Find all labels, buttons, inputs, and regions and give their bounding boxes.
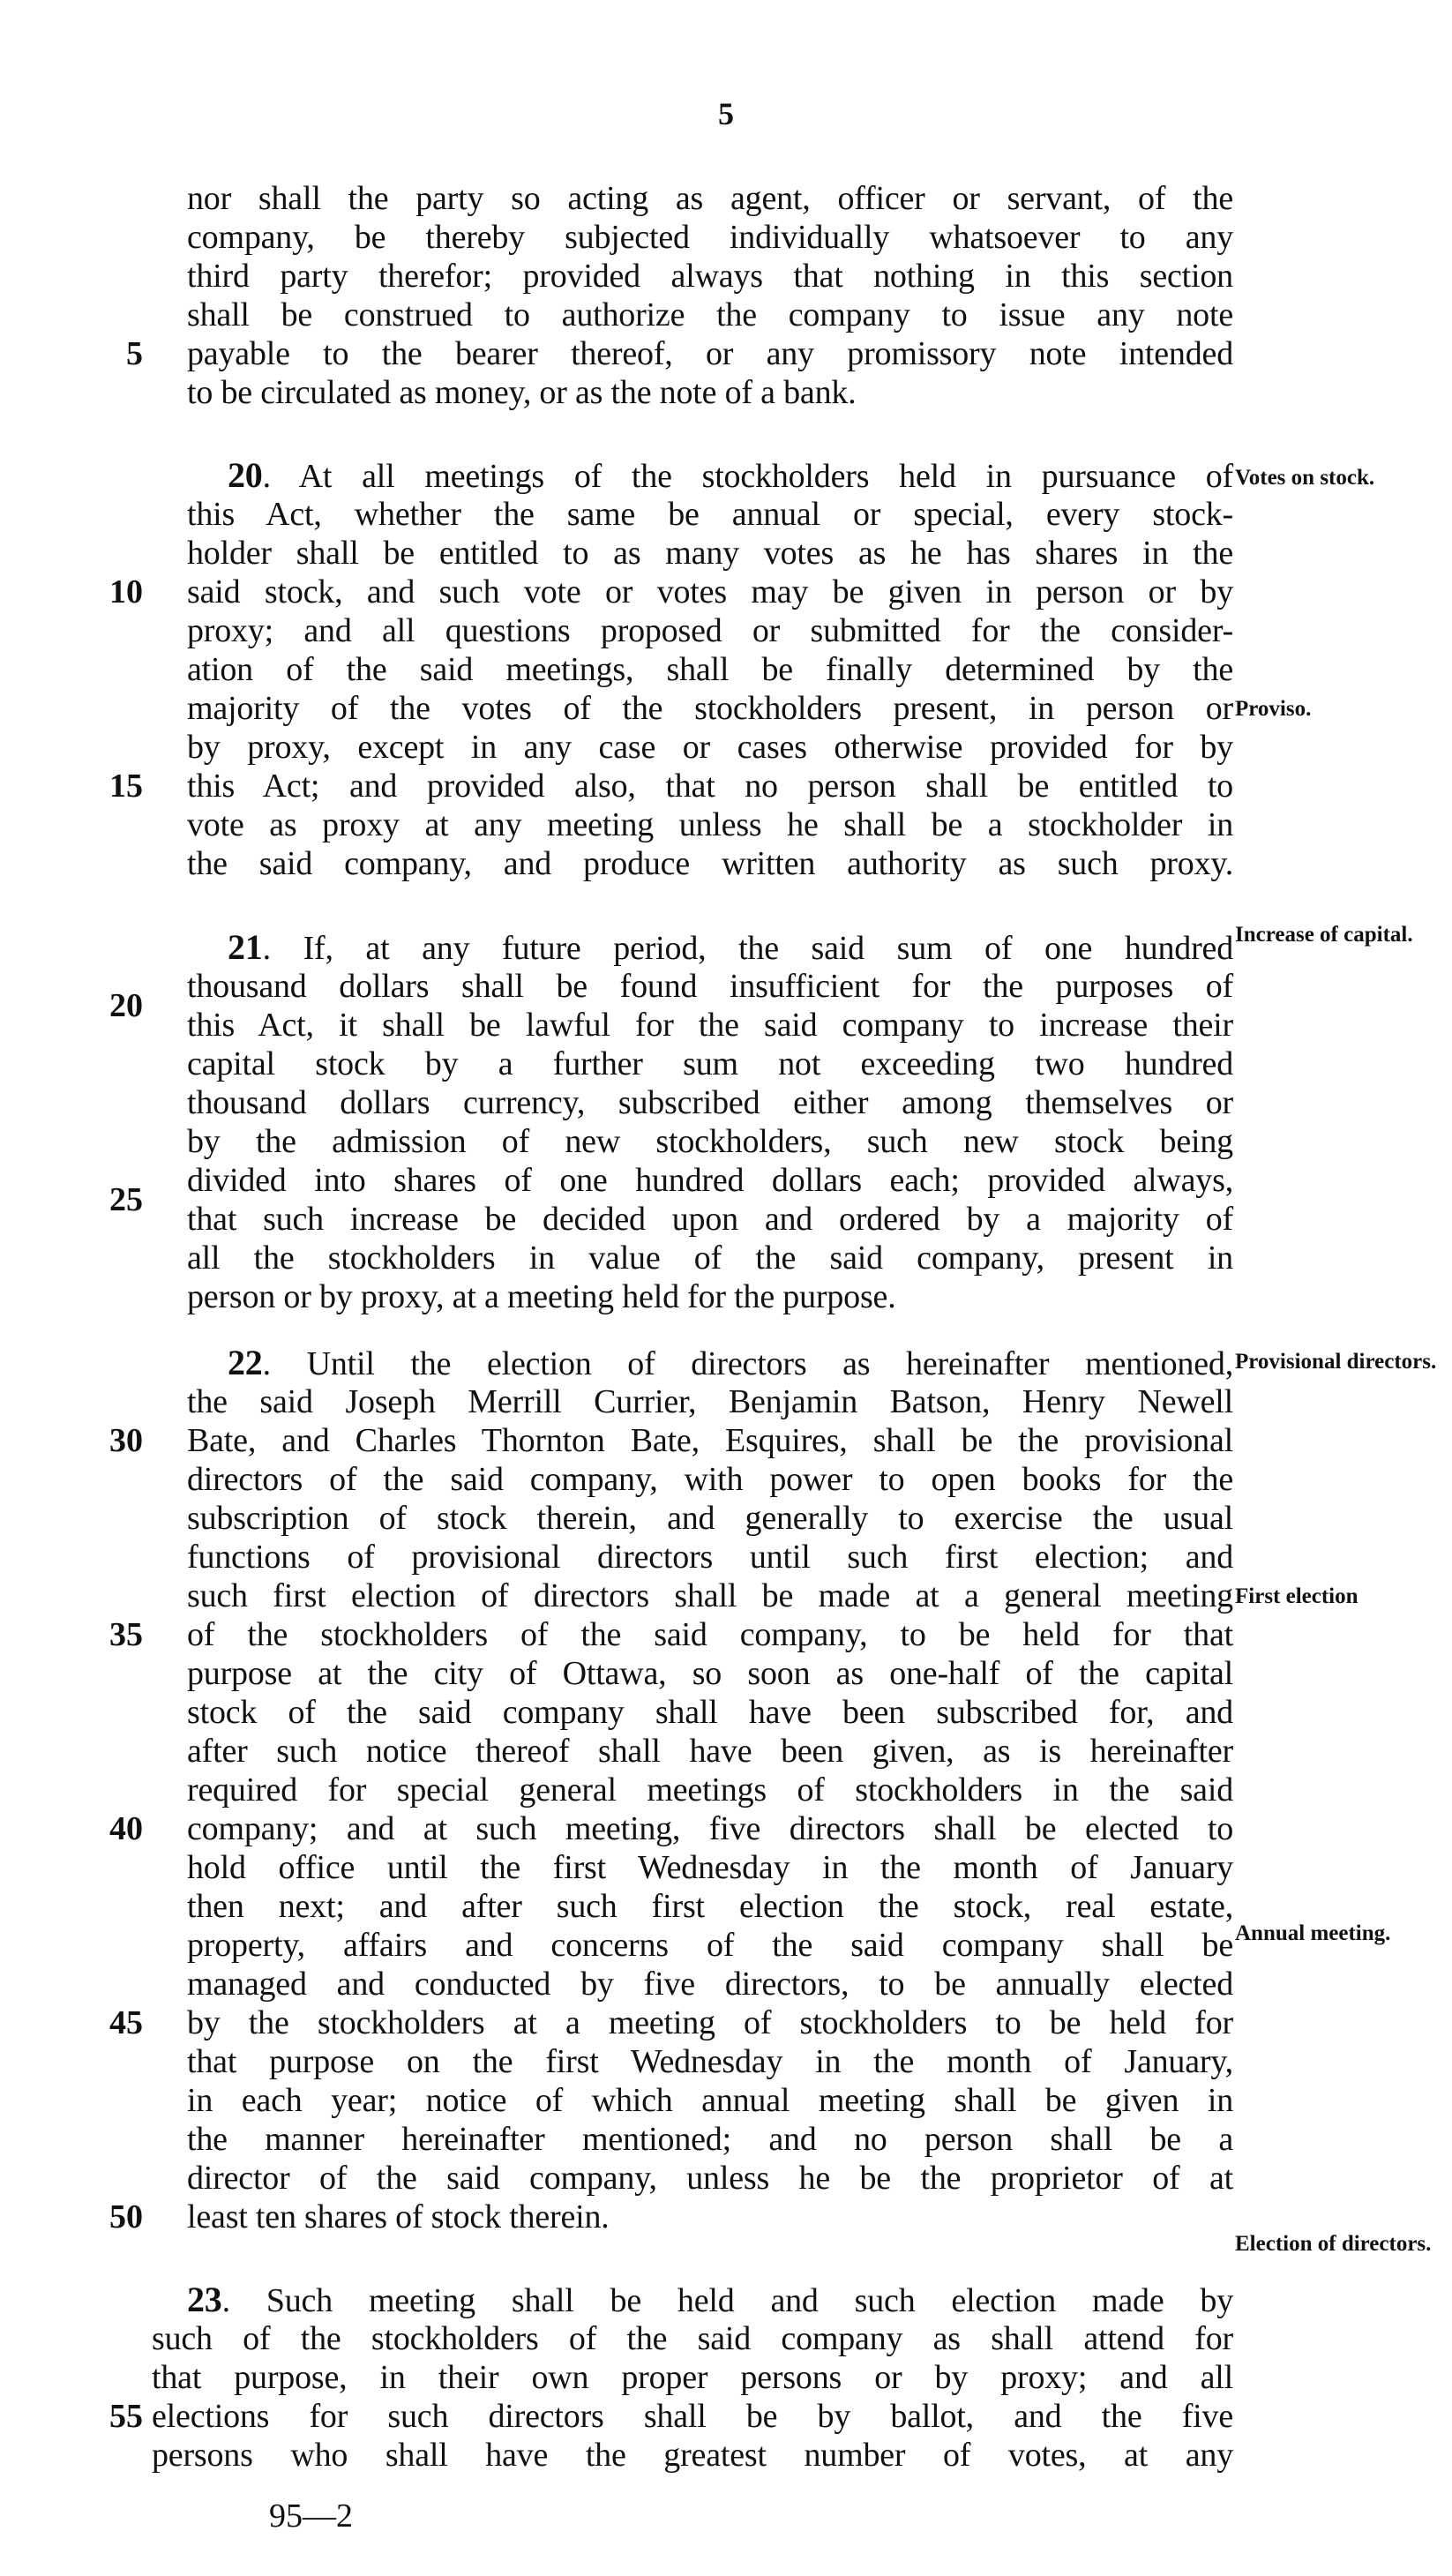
text-line: holder shall be entitled to as many votes as he has shares in the [187, 535, 1233, 572]
marginal-note: Increase of capital. [1235, 923, 1413, 947]
text-line: thousand dollars shall be found insufficient for the purposes of [187, 968, 1233, 1005]
text-line: director of the said company, unless he be the proprietor of at [187, 2160, 1233, 2197]
text-line: payable to the bearer thereof, or any promissory note intended [187, 335, 1233, 372]
text-line: the said Joseph Merrill Currier, Benjamin Batson, Henry Newell [187, 1383, 1233, 1420]
text-line: purpose at the city of Ottawa, so soon as one-half of the capital [187, 1655, 1233, 1692]
marginal-note: Votes on stock. [1235, 466, 1375, 490]
text-line: vote as proxy at any meeting unless he shall be a stockholder in [187, 806, 1233, 843]
text-line: majority of the votes of the stockholders present, in person or [187, 690, 1233, 727]
text-line: Bate, and Charles Thornton Bate, Esquires, shall be the provisional [187, 1422, 1233, 1459]
text-line: subscription of stock therein, and generally to exercise the usual [187, 1500, 1233, 1537]
text-line: 22. Until the election of directors as hereinafter mentioned, [228, 1343, 1233, 1382]
line-number: 50 [109, 2198, 143, 2235]
line-number: 45 [109, 2004, 143, 2041]
text-line: by proxy, except in any case or cases otherwise provided for by [187, 729, 1233, 766]
line-number: 15 [109, 768, 143, 805]
text-line: nor shall the party so acting as agent, officer or servant, of the [187, 180, 1233, 217]
text-line: said stock, and such vote or votes may be given in person or by [187, 573, 1233, 610]
text-line: 21. If, at any future period, the said sum of one hundred [228, 927, 1233, 967]
text-line: that purpose on the first Wednesday in the month of January, [187, 2043, 1233, 2080]
section-number: 22 [228, 1343, 263, 1382]
section-number: 21 [228, 927, 263, 967]
marginal-note: Proviso. [1235, 697, 1312, 721]
text-line: required for special general meetings of stockholders in the said [187, 1771, 1233, 1808]
text-line: ation of the said meetings, shall be finally determined by the [187, 651, 1233, 688]
text-line: proxy; and all questions proposed or submitted for the consider- [187, 612, 1233, 649]
text-line: the manner hereinafter mentioned; and no person shall be a [187, 2121, 1233, 2158]
line-number: 40 [109, 1810, 143, 1847]
text-line: such first election of directors shall be made at a general meeting [187, 1577, 1233, 1614]
text-line: stock of the said company shall have been subscribed for, and [187, 1694, 1233, 1731]
section-number: 23 [187, 2280, 222, 2319]
text-line: directors of the said company, with power to open books for the [187, 1461, 1233, 1498]
text-line: to be circulated as money, or as the note of a bank. [187, 374, 857, 411]
text-line: property, affairs and concerns of the said company shall be [187, 1927, 1233, 1964]
text-line: in each year; notice of which annual meeting shall be given in [187, 2082, 1233, 2119]
text-line: by the admission of new stockholders, such new stock being [187, 1123, 1233, 1160]
text-line: 23. Such meeting shall be held and such election made by [187, 2280, 1233, 2319]
text-line: functions of provisional directors until such first election; and [187, 1539, 1233, 1576]
marginal-note: Election of directors. [1235, 2232, 1432, 2256]
text-line: all the stockholders in value of the said company, present in [187, 1239, 1233, 1277]
line-number: 10 [109, 573, 143, 610]
line-number: 25 [109, 1181, 143, 1218]
text-line: the said company, and produce written authority as such proxy. [187, 845, 1233, 882]
text-line: person or by proxy, at a meeting held for the purpose. [187, 1278, 896, 1315]
text-line: such of the stockholders of the said company as shall attend for [152, 2320, 1233, 2357]
page-number: 5 [718, 96, 734, 131]
text-line: 20. At all meetings of the stockholders held in pursuance of [228, 455, 1233, 495]
text-line: by the stockholders at a meeting of stockholders to be held for [187, 2004, 1233, 2041]
text-line: this Act, it shall be lawful for the said company to increase their [187, 1007, 1233, 1044]
text-line: divided into shares of one hundred dollars each; provided always, [187, 1162, 1233, 1199]
marginal-note: Provisional directors. [1235, 1350, 1437, 1374]
line-number: 30 [109, 1422, 143, 1459]
text-line: elections for such directors shall be by ballot, and the five [152, 2398, 1233, 2435]
text-line: company; and at such meeting, five directors shall be elected to [187, 1810, 1233, 1847]
section-number: 20 [228, 455, 263, 495]
marginal-note: First election [1235, 1584, 1358, 1608]
text-line: persons who shall have the greatest number of votes, at any [152, 2437, 1233, 2474]
line-number: 20 [109, 987, 143, 1024]
text-line: of the stockholders of the said company, to be held for that [187, 1616, 1233, 1653]
marginal-note: Annual meeting. [1235, 1921, 1391, 1945]
text-line: hold office until the first Wednesday in the month of January [187, 1849, 1233, 1886]
text-line: third party therefor; provided always that nothing in this section [187, 258, 1233, 295]
text-line: this Act; and provided also, that no person shall be entitled to [187, 768, 1233, 805]
text-line: shall be construed to authorize the company to issue any note [187, 296, 1233, 333]
text-line: capital stock by a further sum not exceeding two hundred [187, 1045, 1233, 1082]
text-line: after such notice thereof shall have been given, as is hereinafter [187, 1733, 1233, 1770]
text-line: managed and conducted by five directors, to be annually elected [187, 1966, 1233, 2003]
line-number: 5 [126, 335, 143, 372]
text-line: company, be thereby subjected individually whatsoever to any [187, 219, 1233, 256]
line-number: 55 [109, 2398, 143, 2435]
text-line: least ten shares of stock therein. [187, 2198, 610, 2235]
signature-mark: 95—2 [269, 2497, 353, 2535]
text-line: that purpose, in their own proper persons or by proxy; and all [152, 2359, 1233, 2396]
line-number: 35 [109, 1616, 143, 1653]
text-line: then next; and after such first election the stock, real estate, [187, 1888, 1233, 1925]
text-line: this Act, whether the same be annual or special, every stock- [187, 496, 1233, 533]
text-line: thousand dollars currency, subscribed either among themselves or [187, 1084, 1233, 1121]
text-line: that such increase be decided upon and ordered by a majority of [187, 1201, 1233, 1238]
